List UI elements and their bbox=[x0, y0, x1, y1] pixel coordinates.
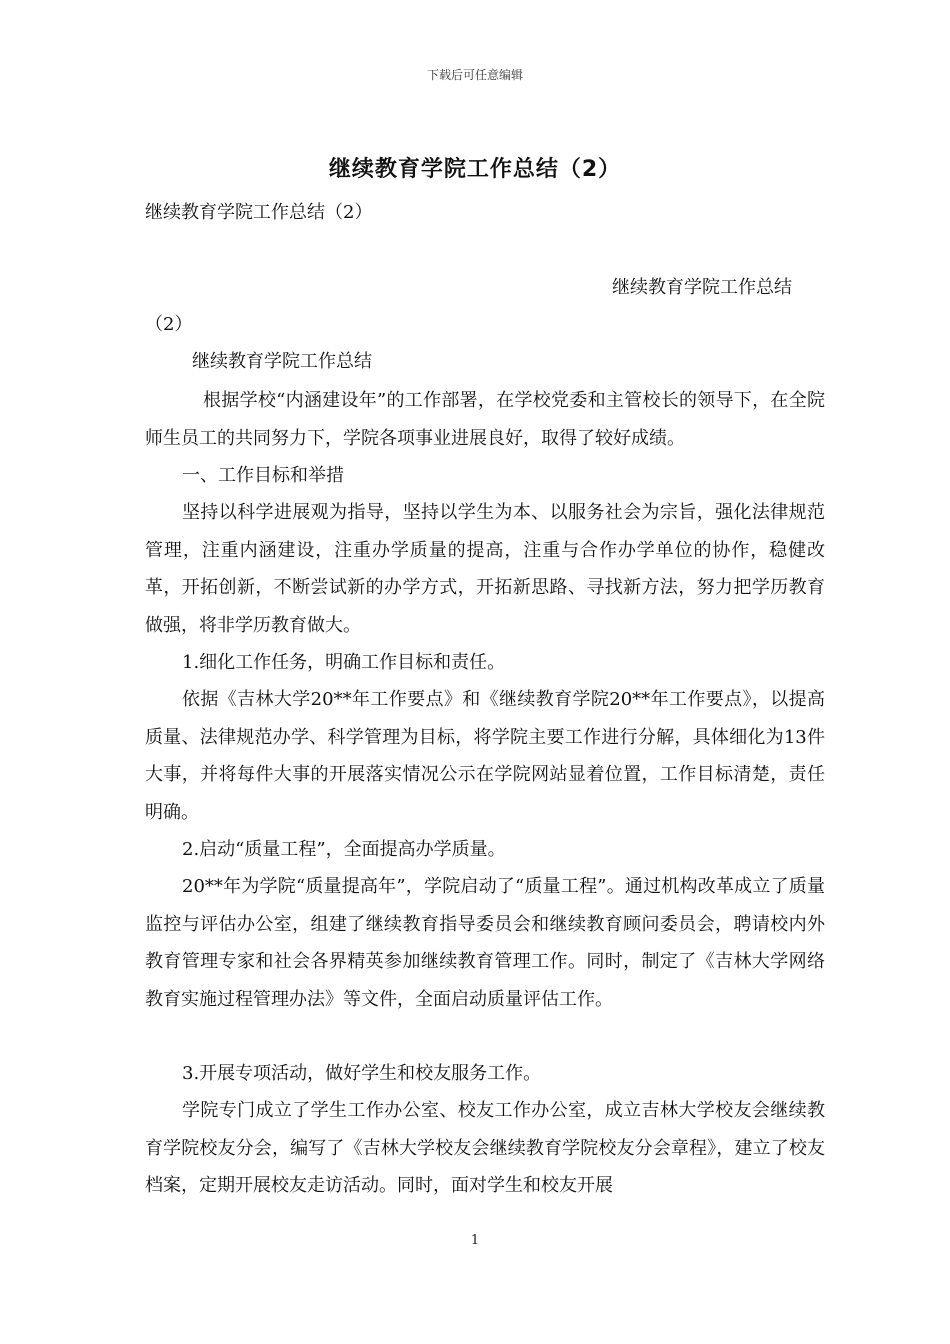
paragraph-quality: 20**年为学院“质量提高年”，学院启动了“质量工程”。通过机构改革成立了质量监控与评估办公室，组建了继续教育指导委员会和继续教育顾问委员会，聘请校内外教育管理专家和社会各界精英参加继续教育管理工作。同时，制定了《吉林大学网络教育实施过程管理办法》等文件，全面启动质量评估工作。 bbox=[145, 876, 825, 1010]
paragraph-alumni: 学院专门成立了学生工作办公室、校友工作办公室，成立吉林大学校友会继续教育学院校友分会，编写了《吉林大学校友会继续教育学院校友分会章程》，建立了校友档案，定期开展校友走访活动。同时，面对学生和校友开展 bbox=[145, 1100, 825, 1196]
document-subtitle: 继续教育学院工作总结（2） bbox=[145, 202, 373, 223]
document-title: 继续教育学院工作总结（2） bbox=[328, 157, 622, 182]
right-heading-continuation: （2） bbox=[145, 314, 193, 335]
inner-heading: 继续教育学院工作总结 bbox=[192, 351, 372, 372]
page-number: 1 bbox=[470, 1233, 480, 1248]
paragraph-guidance: 坚持以科学进展观为指导，坚持以学生为本、以服务社会为宗旨，强化法律规范管理，注重内涵建设，注重办学质量的提高，注重与合作办学单位的协作，稳健改革，开拓创新，不断尝试新的办学方式，开拓新思路、寻找新方法，努力把学历教育做强，将非学历教育做大。 bbox=[145, 502, 825, 636]
paragraph-intro: 根据学校“内涵建设年”的工作部署，在学校党委和主管校长的领导下，在全院师生员工的共同努力下，学院各项事业进展良好，取得了较好成绩。 bbox=[145, 390, 825, 449]
paragraph-tasks: 依据《吉林大学20**年工作要点》和《继续教育学院20**年工作要点》，以提高质量、法律规范办学、科学管理为目标，将学院主要工作进行分解，具体细化为13件大事，并将每件大事的开展落实情况公示在学院网站显着位置，工作目标清楚，责任明确。 bbox=[145, 689, 825, 823]
item-heading-1: 1.细化工作任务，明确工作目标和责任。 bbox=[182, 652, 506, 673]
right-heading: 继续教育学院工作总结 bbox=[612, 277, 792, 298]
header-note: 下载后可任意编辑 bbox=[426, 68, 523, 82]
section-heading-1: 一、工作目标和举措 bbox=[182, 465, 344, 486]
item-heading-2: 2.启动“质量工程”，全面提高办学质量。 bbox=[182, 839, 506, 860]
item-heading-3: 3.开展专项活动，做好学生和校友服务工作。 bbox=[182, 1063, 542, 1084]
